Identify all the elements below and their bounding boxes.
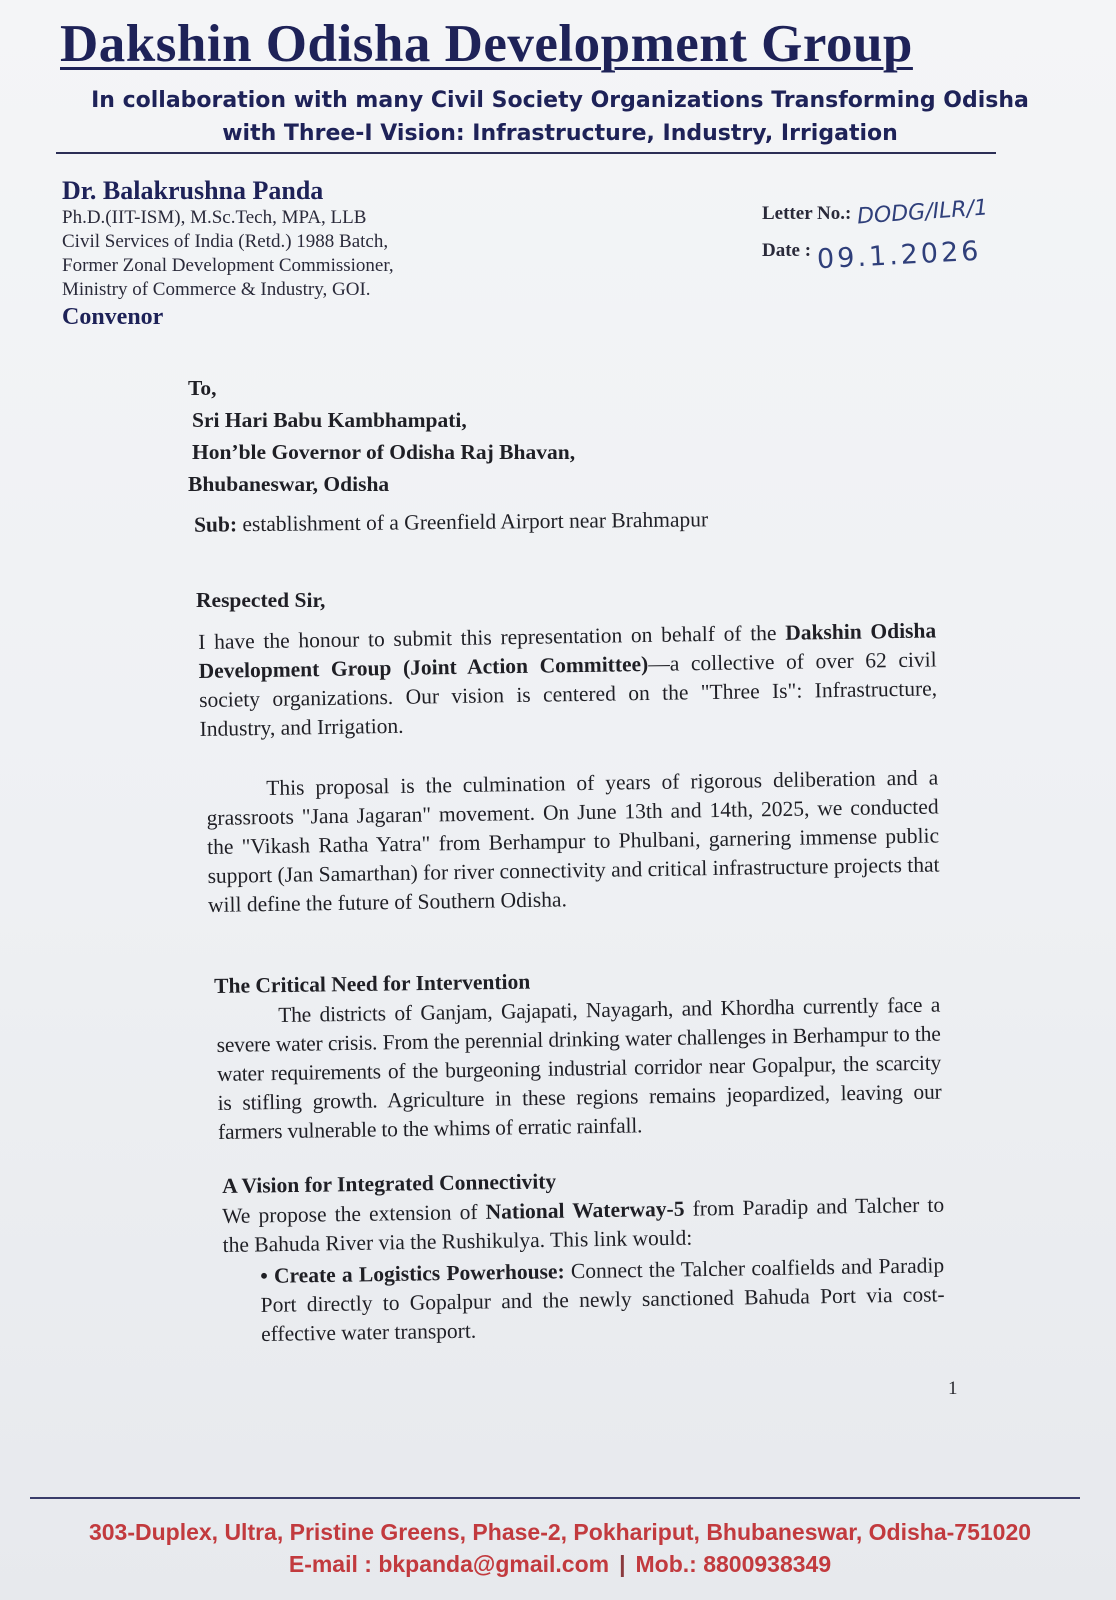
sender-block xyxy=(62,176,394,331)
recipient-title: Hon’ble Governor of Odisha Raj Bhavan, xyxy=(192,440,576,464)
footer-separator: | xyxy=(619,1551,626,1577)
footer-mobile: Mob.: 8800938349 xyxy=(635,1551,832,1577)
sender-credential: Former Zonal Development Commissioner, xyxy=(62,255,394,276)
paragraph-connectivity xyxy=(222,1191,945,1260)
footer xyxy=(30,1516,1090,1580)
section-heading-connectivity: A Vision for Integrated Connectivity xyxy=(222,1169,557,1198)
date-row xyxy=(762,232,988,276)
paragraph-text: I have the honour to submit this representation on behalf of the xyxy=(198,620,786,654)
page-number: 1 xyxy=(948,1378,958,1399)
tagline-line-1: In collaboration with many Civil Society Organizations Transforming Odisha xyxy=(91,88,1029,113)
date-handwritten: 09.1.2026 xyxy=(816,235,983,276)
tagline xyxy=(50,84,1070,150)
sender-role: Convenor xyxy=(62,304,164,330)
recipient-to: To, xyxy=(188,376,217,400)
sender-credential: Ph.D.(IIT-ISM), M.Sc.Tech, MPA, LLB xyxy=(62,207,367,228)
paragraph-intro xyxy=(198,616,938,744)
subject-label: Sub: xyxy=(193,512,238,537)
header-divider xyxy=(56,152,996,154)
footer-contact xyxy=(30,1548,1090,1580)
bullet-text: Connect the Talcher coalfields and Paradip Port directly to Gopalpur and the newly sanctioned Bahuda Port via cost-effective water transport. xyxy=(260,1253,945,1346)
bullet-title: Create a Logistics Powerhouse: xyxy=(273,1259,565,1288)
salutation: Respected Sir, xyxy=(196,588,326,612)
date-label: Date : xyxy=(762,240,812,261)
footer-address: 303-Duplex, Ultra, Pristine Greens, Phase-2, Pokhariput, Bhubaneswar, Odisha-751020 xyxy=(88,1519,1032,1545)
waterway-bold: National Waterway-5 xyxy=(485,1196,685,1224)
section-heading-critical-need: The Critical Need for Intervention xyxy=(214,969,531,998)
bullet-logistics xyxy=(260,1251,945,1349)
footer-email: E-mail : bkpanda@gmail.com xyxy=(288,1551,610,1577)
subject-text: establishment of a Greenfield Airport near Brahmapur xyxy=(242,507,709,537)
letter-meta xyxy=(762,195,990,276)
paragraph-text: We propose the extension of xyxy=(222,1199,486,1228)
recipient-place: Bhubaneswar, Odisha xyxy=(188,472,390,496)
org-name-bold: Dakshin Odisha Development Group (Joint Action Committee) xyxy=(198,618,937,683)
footer-divider xyxy=(30,1497,1080,1499)
bullet-marker: • xyxy=(260,1263,275,1288)
sender-credential: Civil Services of India (Retd.) 1988 Batch, xyxy=(62,231,389,252)
sender-credential: Ministry of Commerce & Industry, GOI. xyxy=(62,279,371,300)
org-title: Dakshin Odisha Development Group xyxy=(60,15,913,73)
paragraph-text: from Paradip and Talcher to the Bahuda River via the Rushikulya. This link would: xyxy=(222,1192,945,1257)
subject-line xyxy=(194,505,708,539)
tagline-line-2: with Three-I Vision: Infrastructure, Industry, Irrigation xyxy=(222,121,898,146)
sender-name: Dr. Balakrushna Panda xyxy=(62,176,324,205)
letter-number-label: Letter No.: xyxy=(762,203,852,224)
recipient-address xyxy=(188,372,575,500)
paragraph-critical-need: The districts of Ganjam, Gajapati, Nayagarh, and Khordha currently face a severe water crisis. From the perennial drinking water challenges in Berhampur to the water requirements of the burgeoning industrial corridor near Gopalpur, the scarcity is stifling growth. Agriculture in these regions remains jeopardized, leaving our farmers vulnerable to the whims of erratic rainfall. xyxy=(216,992,942,1144)
letter-number-handwritten: DODG/ILR/1 xyxy=(856,195,990,230)
recipient-name: Sri Hari Babu Kambhampati, xyxy=(192,408,467,432)
paragraph-text: —a collective of over 62 civil society organizations. Our vision is centered on the "Three Is": Infrastructure, Industry, and Irrigation. xyxy=(198,647,938,741)
paragraph-proposal: This proposal is the culmination of years of rigorous deliberation and a grassroots "Jana Jagaran" movement. On June 13th and 14th, 2025, we conducted the "Vikash Ratha Yatra" from Berhampur to Phulbani, garnering immense public support (Jan Samarthan) for river connectivity and critical infrastructure projects that will define the future of Southern Odisha. xyxy=(206,765,940,917)
letter-number-row xyxy=(762,195,990,232)
